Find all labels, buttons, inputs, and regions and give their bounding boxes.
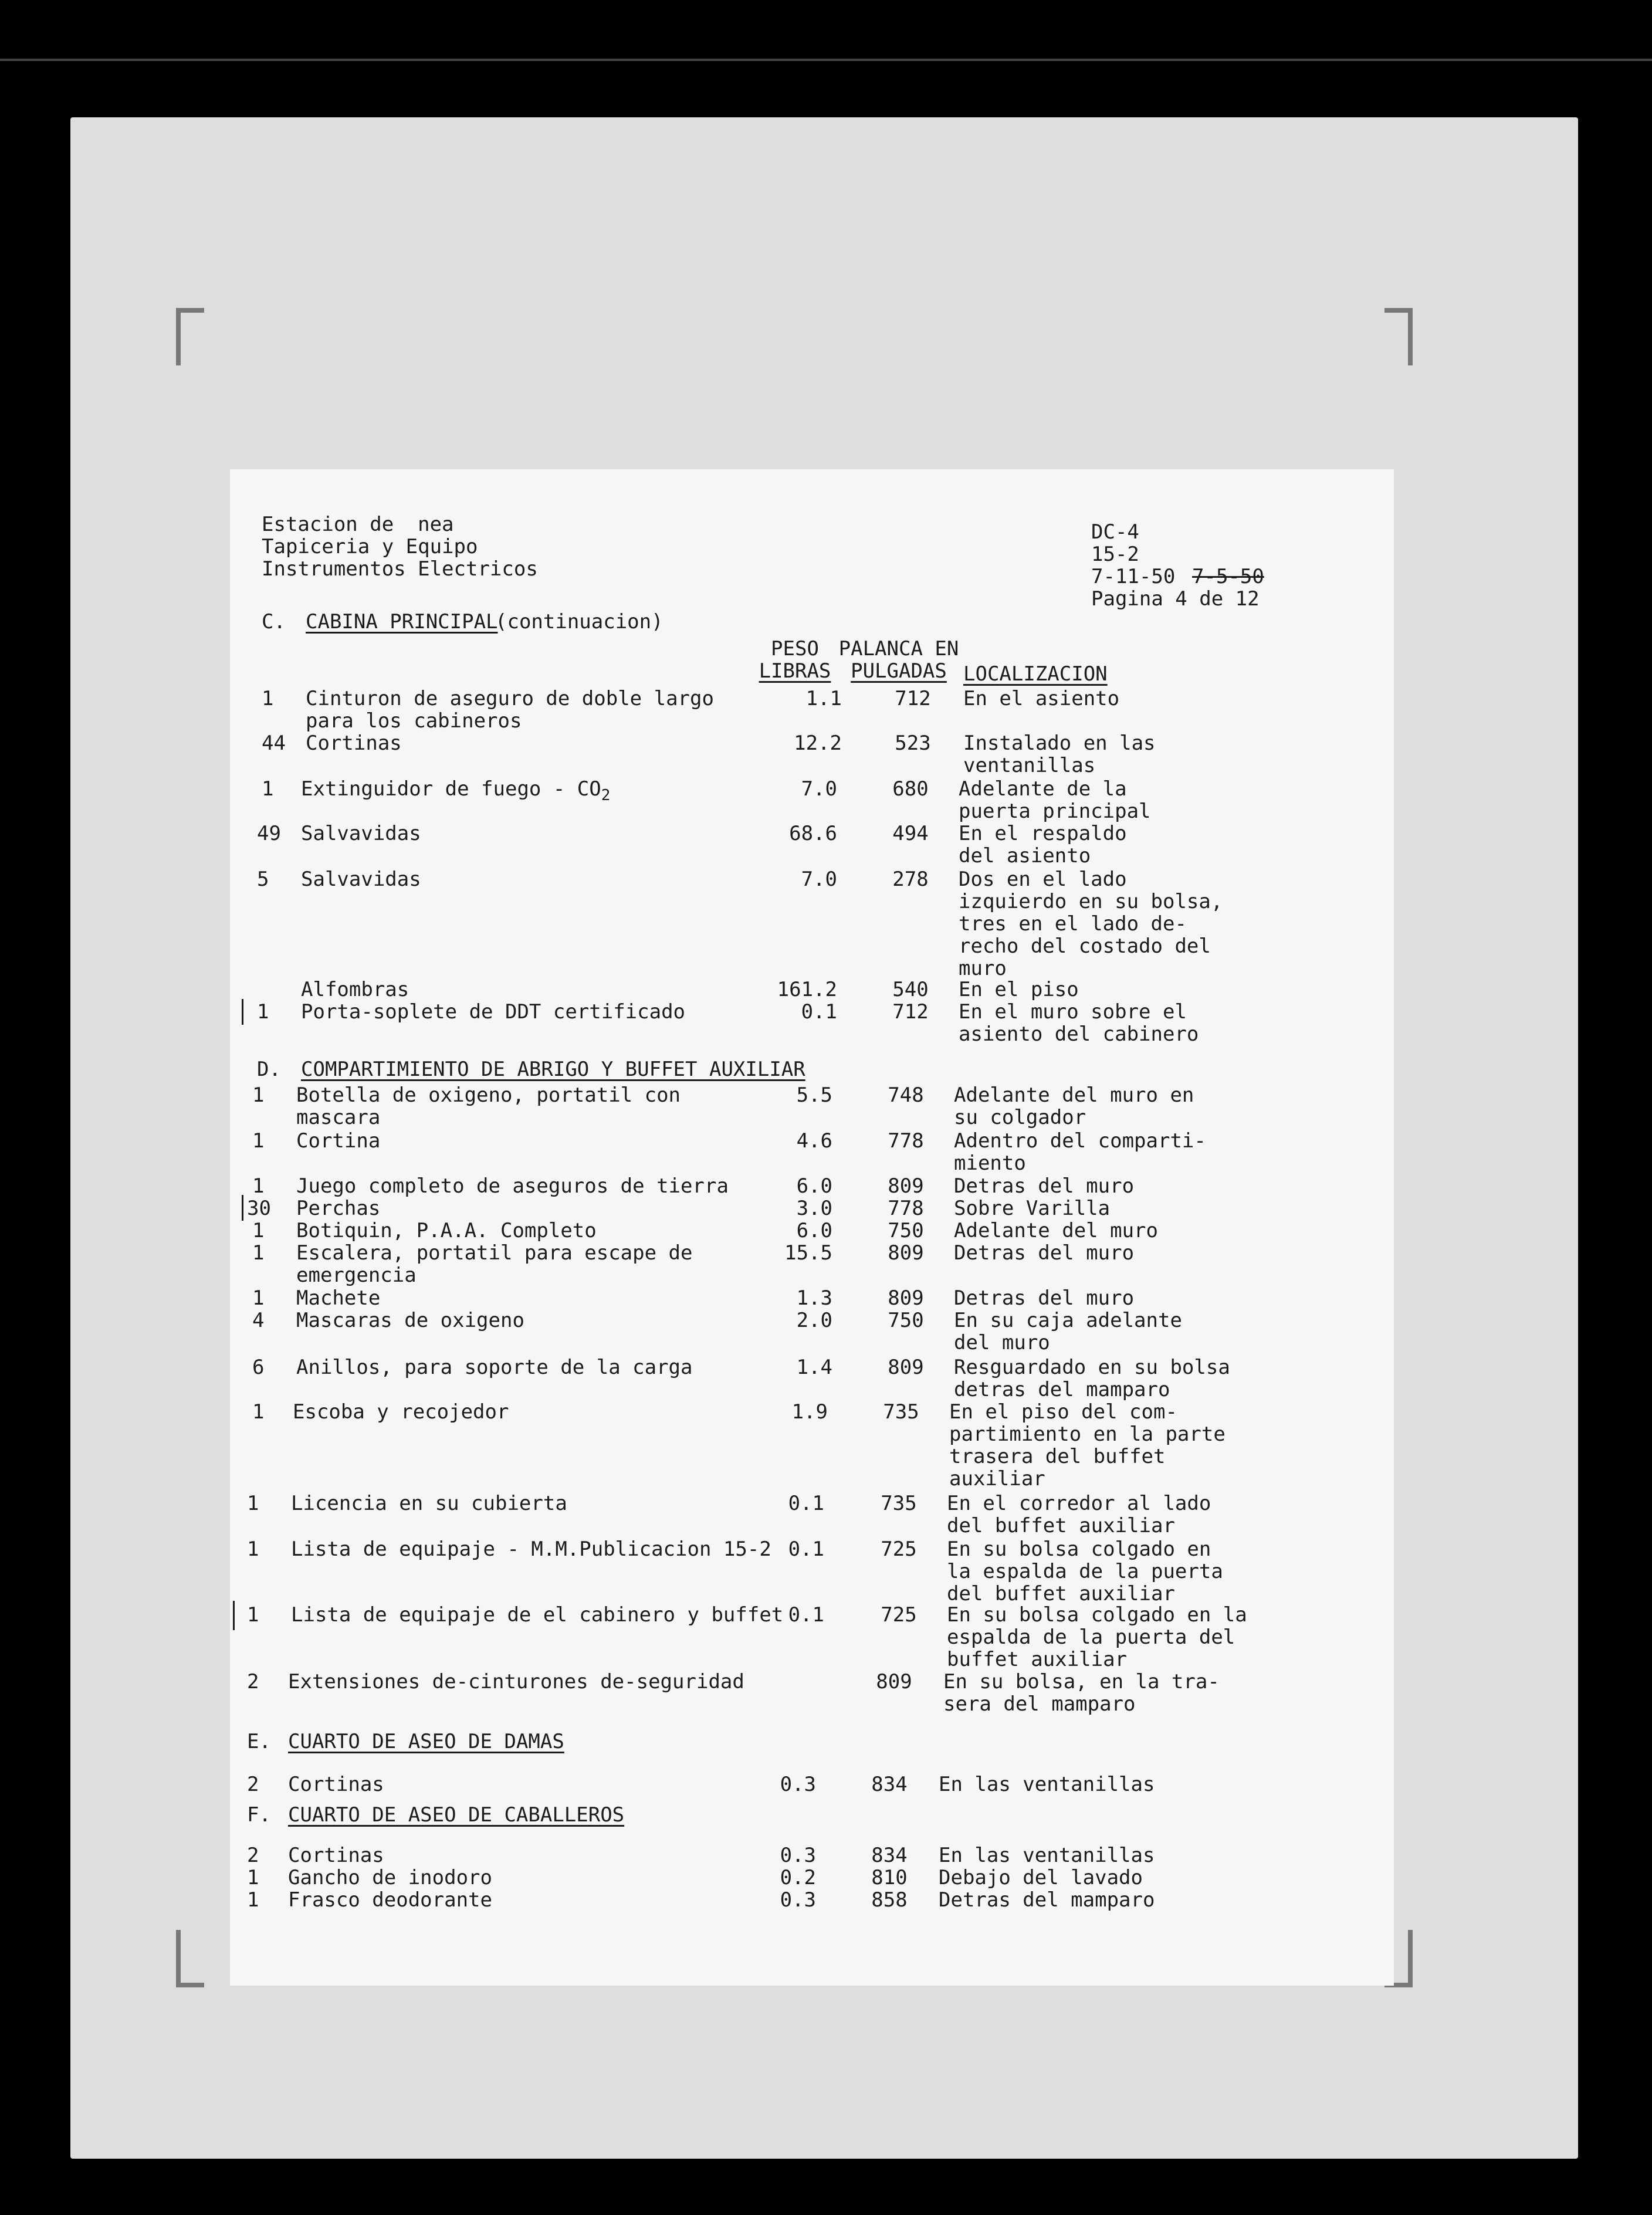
row-weight: 3.0 <box>796 1197 832 1220</box>
revision-bar <box>233 1601 235 1630</box>
row-weight: 0.3 <box>780 1844 816 1867</box>
row-arm: 810 <box>871 1866 908 1889</box>
row-weight: 0.1 <box>788 1603 824 1627</box>
row-arm: 725 <box>881 1537 917 1561</box>
row-location: asiento del cabinero <box>959 1022 1199 1046</box>
row-item-description: Botiquin, P.A.A. Completo <box>296 1219 597 1242</box>
row-location: En su bolsa colgado en <box>947 1537 1211 1561</box>
section-c-title: CABINA PRINCIPAL <box>306 610 498 634</box>
row-item-description: para los cabineros <box>306 709 522 733</box>
section-d-letter: D. <box>257 1058 281 1081</box>
row-arm: 494 <box>892 822 929 845</box>
page-label: Pagina 4 de 12 <box>1091 587 1260 611</box>
row-arm: 750 <box>888 1219 924 1242</box>
row-weight: 0.3 <box>780 1773 816 1796</box>
row-quantity: 1 <box>252 1174 265 1198</box>
row-location: En las ventanillas <box>939 1773 1155 1796</box>
row-location: Detras del muro <box>954 1241 1135 1265</box>
row-quantity: 2 <box>247 1773 259 1796</box>
row-arm: 809 <box>876 1670 912 1694</box>
revision-bar <box>242 999 243 1025</box>
section-f-letter: F. <box>247 1803 271 1827</box>
row-arm: 809 <box>888 1286 924 1310</box>
row-arm: 712 <box>895 687 931 710</box>
section-e-title: CUARTO DE ASEO DE DAMAS <box>288 1730 564 1753</box>
row-location: Detras del mamparo <box>939 1888 1155 1912</box>
row-quantity: 1 <box>247 1603 259 1627</box>
row-item-description: Salvavidas <box>301 822 421 845</box>
publication-number: 15-2 <box>1091 543 1139 566</box>
row-location: Detras del muro <box>954 1286 1135 1310</box>
row-quantity: 1 <box>252 1286 265 1310</box>
row-weight: 12.2 <box>794 731 842 755</box>
row-arm: 540 <box>892 978 929 1001</box>
row-location: En el respaldo <box>959 822 1127 845</box>
row-weight: 7.0 <box>801 868 837 891</box>
row-arm: 735 <box>883 1400 919 1424</box>
row-location: del buffet auxiliar <box>947 1514 1175 1537</box>
row-weight: 6.0 <box>796 1219 832 1242</box>
row-weight: 1.9 <box>791 1400 828 1424</box>
row-quantity: 2 <box>247 1844 259 1867</box>
row-arm: 809 <box>888 1356 924 1379</box>
row-quantity: 1 <box>252 1129 265 1153</box>
row-item-description: Machete <box>296 1286 381 1310</box>
row-arm: 809 <box>888 1241 924 1265</box>
row-location: En el asiento <box>963 687 1120 710</box>
row-location: sera del mamparo <box>943 1692 1136 1716</box>
row-item-description: Escalera, portatil para escape de <box>296 1241 693 1265</box>
row-quantity: 1 <box>247 1492 259 1515</box>
row-weight: 0.3 <box>780 1888 816 1912</box>
row-item-description: Lista de equipaje - M.M.Publicacion 15-2 <box>291 1537 771 1561</box>
row-item-description: Frasco deodorante <box>288 1888 492 1912</box>
header-line-3: Instrumentos Electricos <box>262 557 538 581</box>
row-quantity: 1 <box>262 687 274 710</box>
row-location: del muro <box>954 1331 1050 1354</box>
row-item-description: mascara <box>296 1106 381 1129</box>
row-item-description: Mascaras de oxigeno <box>296 1309 524 1332</box>
crop-mark-bottom-left <box>176 1930 204 1987</box>
aircraft-type: DC-4 <box>1091 520 1139 544</box>
row-item-description: Lista de equipaje de el cabinero y buffet <box>291 1603 784 1627</box>
row-quantity: 49 <box>257 822 281 845</box>
row-quantity: 44 <box>262 731 286 755</box>
row-quantity: 6 <box>252 1356 265 1379</box>
row-location: En el piso del com- <box>949 1400 1177 1424</box>
row-location: la espalda de la puerta <box>947 1560 1223 1583</box>
row-location: del asiento <box>959 844 1091 868</box>
row-quantity: 1 <box>252 1241 265 1265</box>
row-location: miento <box>954 1151 1026 1175</box>
row-weight: 1.3 <box>796 1286 832 1310</box>
header-line-2: Tapiceria y Equipo <box>262 535 478 558</box>
row-location: muro <box>959 957 1007 980</box>
row-weight: 0.1 <box>788 1492 824 1515</box>
row-location: detras del mamparo <box>954 1378 1170 1401</box>
row-item-description: Porta-soplete de DDT certificado <box>301 1000 686 1024</box>
row-arm: 725 <box>881 1603 917 1627</box>
row-quantity: 2 <box>247 1670 259 1694</box>
row-location: En el piso <box>959 978 1079 1001</box>
row-location: espalda de la puerta del <box>947 1625 1235 1649</box>
row-quantity: 1 <box>252 1219 265 1242</box>
row-location: Resguardado en su bolsa <box>954 1356 1230 1379</box>
row-item-description: Perchas <box>296 1197 381 1220</box>
row-location: Adentro del comparti- <box>954 1129 1206 1153</box>
row-quantity: 4 <box>252 1309 265 1332</box>
row-arm: 523 <box>895 731 931 755</box>
section-f-title: CUARTO DE ASEO DE CABALLEROS <box>288 1803 625 1827</box>
row-item-description: Botella de oxigeno, portatil con <box>296 1083 681 1107</box>
row-item-description: Cortinas <box>288 1844 384 1867</box>
row-item-description: Escoba y recojedor <box>293 1400 509 1424</box>
row-quantity: 1 <box>252 1400 265 1424</box>
row-location: tres en el lado de- <box>959 912 1187 936</box>
row-weight: 2.0 <box>796 1309 832 1332</box>
row-arm: 750 <box>888 1309 924 1332</box>
col-localizacion: LOCALIZACION <box>963 662 1108 686</box>
col-peso-line2: LIBRAS <box>759 659 831 683</box>
section-c-suffix: (continuacion) <box>495 610 663 634</box>
row-weight: 5.5 <box>796 1083 832 1107</box>
row-weight: 161.2 <box>777 978 837 1001</box>
document-page <box>230 469 1394 1986</box>
row-item-description: Gancho de inodoro <box>288 1866 492 1889</box>
subscript-text: 2 <box>601 786 611 804</box>
row-arm: 834 <box>871 1773 908 1796</box>
row-location: En su caja adelante <box>954 1309 1182 1332</box>
header-line-1: Estacion de nea <box>262 513 454 536</box>
row-location: del buffet auxiliar <box>947 1582 1175 1606</box>
col-peso-line1: PESO <box>771 637 819 661</box>
row-item-description: emergencia <box>296 1264 417 1287</box>
row-weight: 15.5 <box>784 1241 832 1265</box>
row-location: En su bolsa colgado en la <box>947 1603 1247 1627</box>
row-quantity: 5 <box>257 868 269 891</box>
row-item-description: Juego completo de aseguros de tierra <box>296 1174 729 1198</box>
row-location: En su bolsa, en la tra- <box>943 1670 1220 1694</box>
row-location: buffet auxiliar <box>947 1648 1128 1671</box>
row-arm: 778 <box>888 1197 924 1220</box>
crop-mark-top-left <box>176 308 204 365</box>
row-quantity: 1 <box>247 1888 259 1912</box>
row-quantity: 1 <box>262 777 274 801</box>
row-arm: 748 <box>888 1083 924 1107</box>
row-item-description: Cortina <box>296 1129 381 1153</box>
row-location: partimiento en la parte <box>949 1423 1226 1446</box>
row-quantity: 1 <box>252 1083 265 1107</box>
row-item-description: Salvavidas <box>301 868 421 891</box>
row-location: Debajo del lavado <box>939 1866 1143 1889</box>
row-arm: 858 <box>871 1888 908 1912</box>
row-quantity: 1 <box>247 1866 259 1889</box>
crop-mark-top-right <box>1384 308 1413 365</box>
row-location: trasera del buffet <box>949 1445 1166 1468</box>
row-weight: 0.2 <box>780 1866 816 1889</box>
row-location: su colgador <box>954 1106 1086 1129</box>
row-item-description: Extensiones de-cinturones de-seguridad <box>288 1670 744 1694</box>
revision-bar <box>242 1195 243 1221</box>
row-weight: 4.6 <box>796 1129 832 1153</box>
row-arm: 834 <box>871 1844 908 1867</box>
row-location: izquierdo en su bolsa, <box>959 890 1223 913</box>
row-weight: 0.1 <box>788 1537 824 1561</box>
row-item-description: Licencia en su cubierta <box>291 1492 567 1515</box>
row-arm: 778 <box>888 1129 924 1153</box>
row-location: Dos en el lado <box>959 868 1127 891</box>
row-location: En las ventanillas <box>939 1844 1155 1867</box>
col-palanca-line2: PULGADAS <box>851 659 947 683</box>
row-quantity: 1 <box>247 1537 259 1561</box>
row-arm: 735 <box>881 1492 917 1515</box>
row-item-description: Cortinas <box>306 731 402 755</box>
row-location: ventanillas <box>963 754 1096 777</box>
row-weight: 7.0 <box>801 777 837 801</box>
row-arm: 680 <box>892 777 929 801</box>
row-location: Adelante del muro <box>954 1219 1158 1242</box>
row-location: En el muro sobre el <box>959 1000 1187 1024</box>
row-weight: 1.1 <box>805 687 842 710</box>
row-item-description: Alfombras <box>301 978 409 1001</box>
col-palanca-line1: PALANCA EN <box>838 637 959 661</box>
row-location: recho del costado del <box>959 934 1211 958</box>
row-item-description: Extinguidor de fuego - $CO_2$ <box>301 777 611 804</box>
row-item-description: Cortinas <box>288 1773 384 1796</box>
row-arm: 278 <box>892 868 929 891</box>
row-quantity: 1 <box>257 1000 269 1024</box>
row-weight: 68.6 <box>789 822 837 845</box>
row-location: puerta principal <box>959 800 1151 823</box>
row-location: Sobre Varilla <box>954 1197 1111 1220</box>
row-location: Adelante del muro en <box>954 1083 1194 1107</box>
row-weight: 6.0 <box>796 1174 832 1198</box>
film-edge <box>0 0 1652 61</box>
row-arm: 712 <box>892 1000 929 1024</box>
section-c-letter: C. <box>262 610 286 634</box>
row-item-description: Cinturon de aseguro de doble largo <box>306 687 714 710</box>
row-quantity: 30 <box>247 1197 271 1220</box>
row-location: Adelante de la <box>959 777 1127 801</box>
old-revision-date: 7-5-50 <box>1192 565 1264 588</box>
row-location: En el corredor al lado <box>947 1492 1211 1515</box>
row-arm: 809 <box>888 1174 924 1198</box>
row-location: Detras del muro <box>954 1174 1135 1198</box>
revision-date: 7-11-50 <box>1091 565 1176 588</box>
row-weight: 1.4 <box>796 1356 832 1379</box>
section-e-letter: E. <box>247 1730 271 1753</box>
row-item-description: Anillos, para soporte de la carga <box>296 1356 693 1379</box>
row-location: auxiliar <box>949 1467 1045 1491</box>
row-weight: 0.1 <box>801 1000 837 1024</box>
row-location: Instalado en las <box>963 731 1156 755</box>
section-d-title: COMPARTIMIENTO DE ABRIGO Y BUFFET AUXILIAR <box>301 1058 805 1081</box>
